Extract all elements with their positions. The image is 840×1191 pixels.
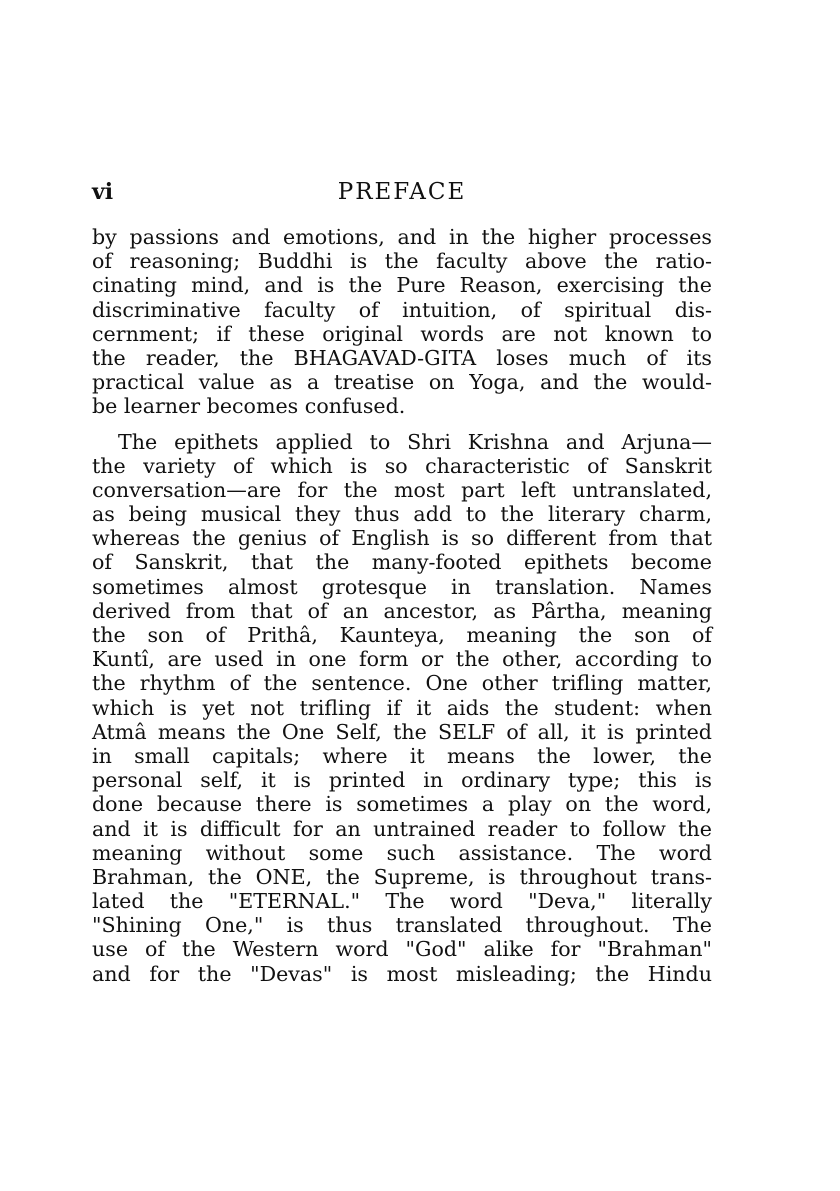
text-line: cinating mind, and is the Pure Reason, exercising the: [92, 273, 712, 298]
text-line: of Sanskrit, that the many-footed epithets become: [92, 550, 712, 575]
text-line: Atmâ means the One Self, the SELF of all, it is printed: [92, 719, 712, 744]
text-line: lated the "ETERNAL." The word "Deva," literally: [92, 889, 712, 914]
text-line: personal self, it is printed in ordinary type; this is: [92, 768, 712, 793]
text-line: "Shining One," is thus translated throughout. The: [92, 913, 712, 938]
text-line: the variety of which is so characteristic of Sanskrit: [92, 453, 712, 478]
body-text: [92, 225, 712, 986]
text-line: derived from that of an ancestor, as Pârtha, meaning: [92, 598, 712, 623]
text-line: Kuntî, are used in one form or the other, according to: [92, 647, 712, 672]
text-line: The epithets applied to Shri Krishna and Arjuna—: [118, 429, 712, 454]
text-line: as being musical they thus add to the literary charm,: [92, 502, 712, 527]
text-line: conversation—are for the most part left untranslated,: [92, 477, 712, 502]
text-line: sometimes almost grotesque in translation. Names: [92, 574, 712, 599]
text-line: in small capitals; where it means the lower, the: [92, 743, 712, 768]
text-line: the rhythm of the sentence. One other trifling matter,: [92, 671, 712, 696]
text-line: use of the Western word "God" alike for "Brahman": [92, 937, 712, 962]
running-title: PREFACE: [337, 179, 467, 205]
text-line: the son of Prithâ, Kaunteya, meaning the son of: [92, 623, 712, 647]
text-line: and it is difficult for an untrained reader to follow the: [92, 816, 712, 841]
text-line: cernment; if these original words are not known to: [92, 321, 712, 346]
text-line: which is yet not trifling if it aids the student: when: [92, 695, 712, 720]
text-line: be learner becomes confused.: [92, 394, 406, 419]
text-line: practical value as a treatise on Yoga, and the would-: [92, 370, 712, 395]
text-line: by passions and emotions, and in the higher processes: [92, 225, 712, 249]
text-line: done because there is sometimes a play on the word,: [92, 792, 712, 817]
text-line: whereas the genius of English is so different from that: [92, 526, 712, 551]
paragraph-2: [92, 430, 712, 986]
paragraph-spacer: [92, 419, 712, 430]
text-line: and for the "Devas" is most misleading; the Hindu: [92, 961, 712, 986]
text-line: the reader, the BHAGAVAD-GITA loses much of its: [92, 345, 712, 370]
page-header: [92, 175, 712, 209]
paragraph-1: [92, 225, 712, 419]
text-line: discriminative faculty of intuition, of spiritual dis-: [92, 297, 712, 322]
text-line: meaning without some such assistance. The word: [92, 840, 712, 865]
page-number: vi: [92, 179, 114, 205]
text-line: Brahman, the ONE, the Supreme, is throughout trans-: [92, 864, 712, 889]
text-line: of reasoning; Buddhi is the faculty above the ratio-: [92, 249, 712, 274]
